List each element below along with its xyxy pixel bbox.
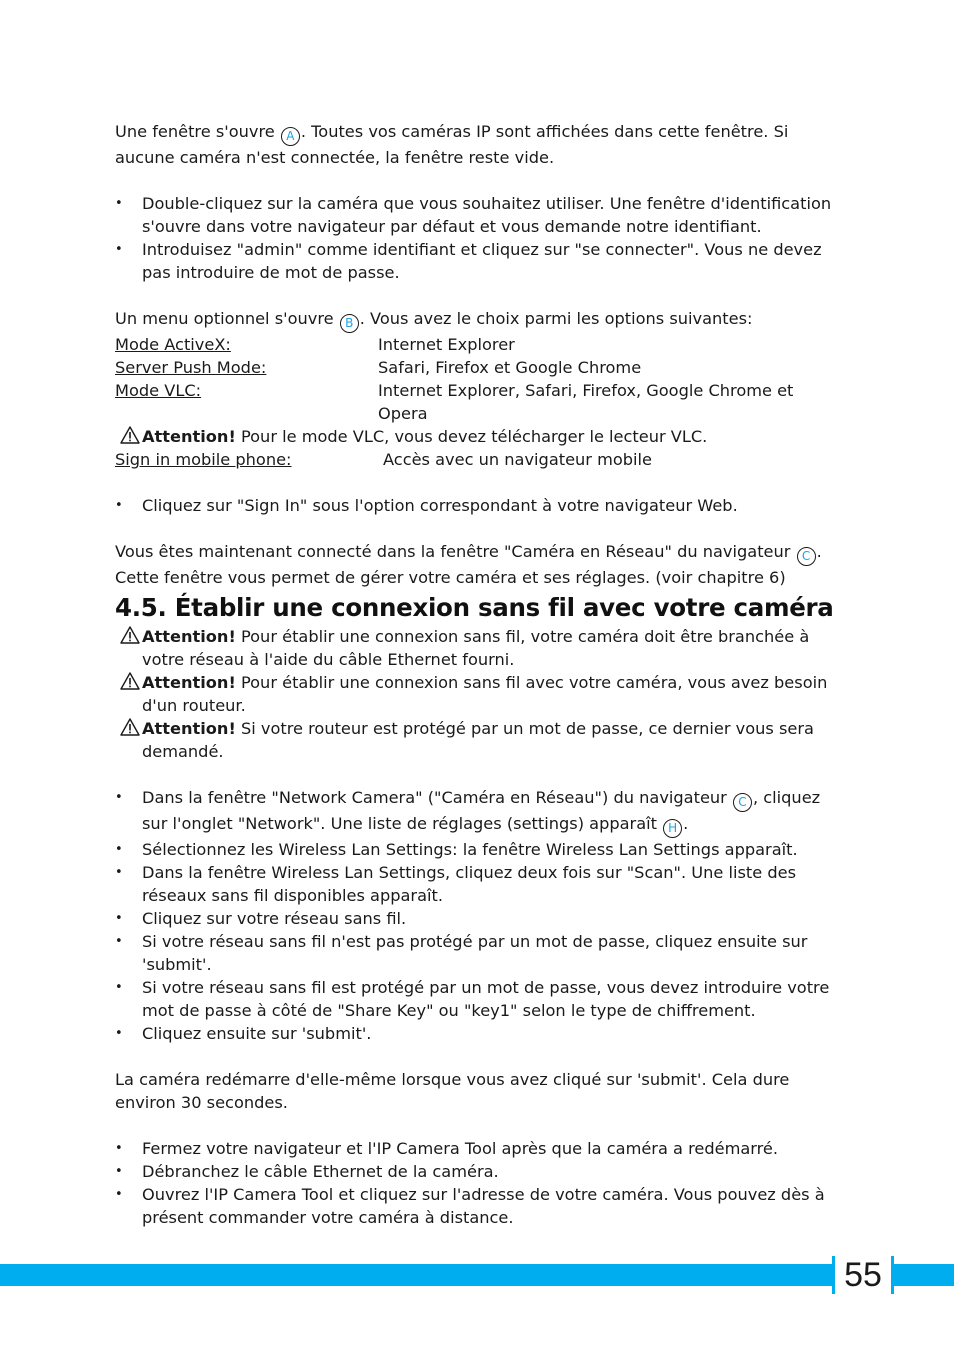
option-mobile xyxy=(115,448,840,471)
wireless-steps xyxy=(115,786,840,1045)
sign-in-steps xyxy=(115,494,840,517)
marker-b: B xyxy=(340,314,359,333)
marker-c: C xyxy=(733,793,752,812)
option-label: Sign in mobile phone: xyxy=(115,450,292,469)
list-item: • Ouvrez l'IP Camera Tool et cliquez sur l'adresse de votre caméra. Vous pouvez dès à présent commander votre caméra à distance. xyxy=(115,1183,840,1229)
option-label: Server Push Mode: xyxy=(115,358,267,377)
option-label: Mode VLC: xyxy=(115,381,202,400)
footer-bar xyxy=(0,1264,954,1286)
menu-paragraph: Un menu optionnel s'ouvre B . Vous avez le choix parmi les options suivantes: xyxy=(115,307,840,333)
list-item: • Double-cliquez sur la caméra que vous souhaitez utiliser. Une fenêtre d'identification s'ouvre dans votre navigateur par défaut et vous demande notre identifiant. xyxy=(115,192,840,238)
warning-icon xyxy=(120,672,140,690)
option-server-push xyxy=(115,356,840,379)
final-steps xyxy=(115,1137,840,1229)
option-value: Internet Explorer xyxy=(378,335,515,354)
option-value: Accès avec un navigateur mobile xyxy=(383,450,653,469)
warning-icon xyxy=(120,718,140,736)
attention-vlc: Attention! Pour le mode VLC, vous devez télécharger le lecteur VLC. xyxy=(115,425,840,448)
page-content xyxy=(115,120,840,1229)
identification-steps xyxy=(115,192,840,284)
option-label: Mode ActiveX: xyxy=(115,335,231,354)
attention-router: Attention! Pour établir une connexion sans fil avec votre caméra, vous avez besoin d'un routeur. xyxy=(115,671,840,717)
marker-h: H xyxy=(663,819,682,838)
page-number: 55 xyxy=(832,1256,894,1294)
connected-paragraph: Vous êtes maintenant connecté dans la fenêtre "Caméra en Réseau" du navigateur C . Cette fenêtre vous permet de gérer votre caméra et ses réglages. (voir chapitre 6) xyxy=(115,542,822,587)
list-item: • Introduisez "admin" comme identifiant et cliquez sur "se connecter". Vous ne devez pas introduire de mot de passe. xyxy=(115,238,840,284)
section-heading: 4.5. Établir une connexion sans fil avec votre caméra xyxy=(115,593,834,622)
list-item: • Débranchez le câble Ethernet de la caméra. xyxy=(115,1160,840,1183)
option-activex xyxy=(115,333,840,356)
restart-paragraph: La caméra redémarre d'elle-même lorsque vous avez cliqué sur 'submit'. Cela dure environ 30 secondes. xyxy=(115,1070,790,1112)
option-value: Internet Explorer, Safari, Firefox, Google Chrome et Opera xyxy=(378,381,794,423)
option-vlc xyxy=(115,379,840,425)
marker-a: A xyxy=(281,127,300,146)
list-item: • Fermez votre navigateur et l'IP Camera Tool après que la caméra a redémarré. xyxy=(115,1137,840,1160)
warning-icon xyxy=(120,426,140,444)
list-item: • Sélectionnez les Wireless Lan Settings: la fenêtre Wireless Lan Settings apparaît. xyxy=(115,838,840,861)
attention-cable: Attention! Pour établir une connexion sans fil, votre caméra doit être branchée à votre réseau à l'aide du câble Ethernet fourni. xyxy=(115,625,840,671)
marker-c: C xyxy=(797,547,816,566)
intro-paragraph: Une fenêtre s'ouvre A . Toutes vos caméras IP sont affichées dans cette fenêtre. Si aucune caméra n'est connectée, la fenêtre reste vide. xyxy=(115,122,789,167)
list-item: • Si votre réseau sans fil n'est pas protégé par un mot de passe, cliquez ensuite sur 'submit'. xyxy=(115,930,840,976)
list-item: • Dans la fenêtre "Network Camera" ("Caméra en Réseau") du navigateur C , cliquez sur l'onglet "Network". Une liste de réglages (settings) apparaît H . xyxy=(115,786,840,838)
list-item: • Si votre réseau sans fil est protégé par un mot de passe, vous devez introduire votre mot de passe à côté de "Share Key" ou "key1" selon le type de chiffrement. xyxy=(115,976,840,1022)
list-item: • Cliquez sur "Sign In" sous l'option correspondant à votre navigateur Web. xyxy=(115,494,840,517)
list-item: • Cliquez ensuite sur 'submit'. xyxy=(115,1022,840,1045)
attention-password: Attention! Si votre routeur est protégé par un mot de passe, ce dernier vous sera demandé. xyxy=(115,717,840,763)
option-value: Safari, Firefox et Google Chrome xyxy=(378,358,642,377)
warning-icon xyxy=(120,626,140,644)
list-item: • Cliquez sur votre réseau sans fil. xyxy=(115,907,840,930)
list-item: • Dans la fenêtre Wireless Lan Settings, cliquez deux fois sur "Scan". Une liste des réseaux sans fil disponibles apparaît. xyxy=(115,861,840,907)
